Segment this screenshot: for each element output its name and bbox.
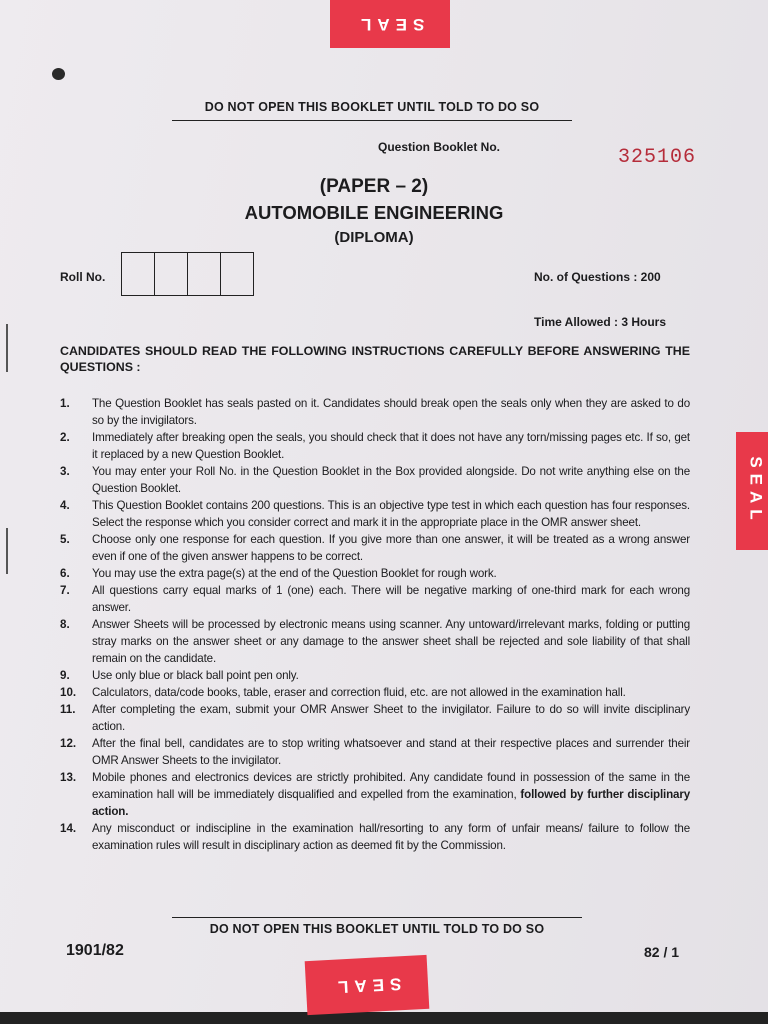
punch-hole (52, 68, 65, 80)
paper-code: 1901/82 (66, 942, 124, 959)
level-title: (DIPLOMA) (334, 229, 414, 246)
instruction-item: 13. Mobile phones and electronics devices are strictly prohibited. Any candidate found in possession of the same in the examination hall will be immediately disqualified and expelled from the examination, followed by further disciplinary action. (60, 771, 691, 818)
warning-banner-bottom: DO NOT OPEN THIS BOOKLET UNTIL TOLD TO DO SO (172, 917, 582, 936)
time-allowed: Time Allowed : 3 Hours (534, 315, 667, 329)
instructions-heading: CANDIDATES SHOULD READ THE FOLLOWING INSTRUCTIONS CAREFULLY BEFORE ANSWERING THE QUESTIONS : (60, 344, 690, 374)
roll-digit-box[interactable] (155, 253, 188, 295)
instruction-item: 6. You may use the extra page(s) at the end of the Question Booklet for rough work. (60, 567, 497, 580)
instruction-item: 4. This Question Booklet contains 200 questions. This is an objective type test in which each question has four responses. Select the response which you consider correct and mark it in the appropriate place in the OMR answer sheet. (60, 499, 690, 529)
instruction-item: 10. Calculators, data/code books, table, eraser and correction fluid, etc. are not allowed in the examination hall. (60, 686, 626, 699)
instruction-item: 8. Answer Sheets will be processed by electronic means using scanner. Any untoward/irrelevant marks, folding or putting stray marks on the answer sheet or any damage to the answer sheet shall be rejected and sole liability of that shall remain on the candidate. (60, 618, 690, 665)
question-booklet-number: 325106 (618, 146, 697, 169)
roll-number-label: Roll No. (60, 270, 106, 284)
instruction-item: 5. Choose only one response for each question. If you give more than one answer, it will be treated as a wrong answer even if one of the given answer happens to be correct. (60, 533, 690, 563)
paper-title: (PAPER – 2) (319, 176, 429, 197)
instruction-item: 7. All questions carry equal marks of 1 (one) each. There will be negative marking of one-third mark for each wrong answer. (60, 584, 690, 614)
instruction-item: 14. Any misconduct or indiscipline in the examination hall/resorting to any form of unfair means/ failure to follow the examination rules will result in disciplinary action as deemed fit by the Commission. (60, 822, 690, 852)
margin-mark (6, 528, 8, 574)
instruction-item: 12. After the final bell, candidates are to stop writing whatsoever and stand at their respective places and surrender their OMR Answer Sheets to the invigilator. (60, 737, 690, 767)
instruction-item: 1. The Question Booklet has seals pasted on it. Candidates should break open the seals only when they are asked to do so by the invigilators. (60, 397, 690, 427)
seal-bottom: SEAL (305, 955, 430, 1015)
roll-digit-box[interactable] (122, 253, 155, 295)
roll-digit-box[interactable] (221, 253, 253, 295)
seal-right: SEAL (736, 432, 768, 550)
instruction-item: 3. You may enter your Roll No. in the Question Booklet in the Box provided alongside. Do not write anything else on the Question Booklet. (60, 465, 690, 495)
question-count: No. of Questions : 200 (534, 270, 661, 284)
roll-number-boxes[interactable] (121, 252, 254, 296)
warning-banner-top: DO NOT OPEN THIS BOOKLET UNTIL TOLD TO DO SO (172, 100, 572, 121)
subject-title: AUTOMOBILE ENGINEERING (244, 202, 504, 223)
page-code: 82 / 1 (644, 944, 680, 960)
instruction-item: 9. Use only blue or black ball point pen only. (60, 669, 299, 682)
instruction-item: 2. Immediately after breaking open the seals, you should check that it does not have any torn/missing pages etc. If so, get it replaced by a new Question Booklet. (60, 431, 690, 461)
margin-mark (6, 324, 8, 372)
question-booklet-label: Question Booklet No. (378, 140, 501, 154)
page-edge (0, 1012, 768, 1024)
seal-top: SEAL (330, 0, 450, 48)
instruction-item: 11. After completing the exam, submit your OMR Answer Sheet to the invigilator. Failure to do so will invite disciplinary action. (60, 703, 690, 733)
roll-digit-box[interactable] (188, 253, 221, 295)
instructions-list (60, 395, 690, 854)
